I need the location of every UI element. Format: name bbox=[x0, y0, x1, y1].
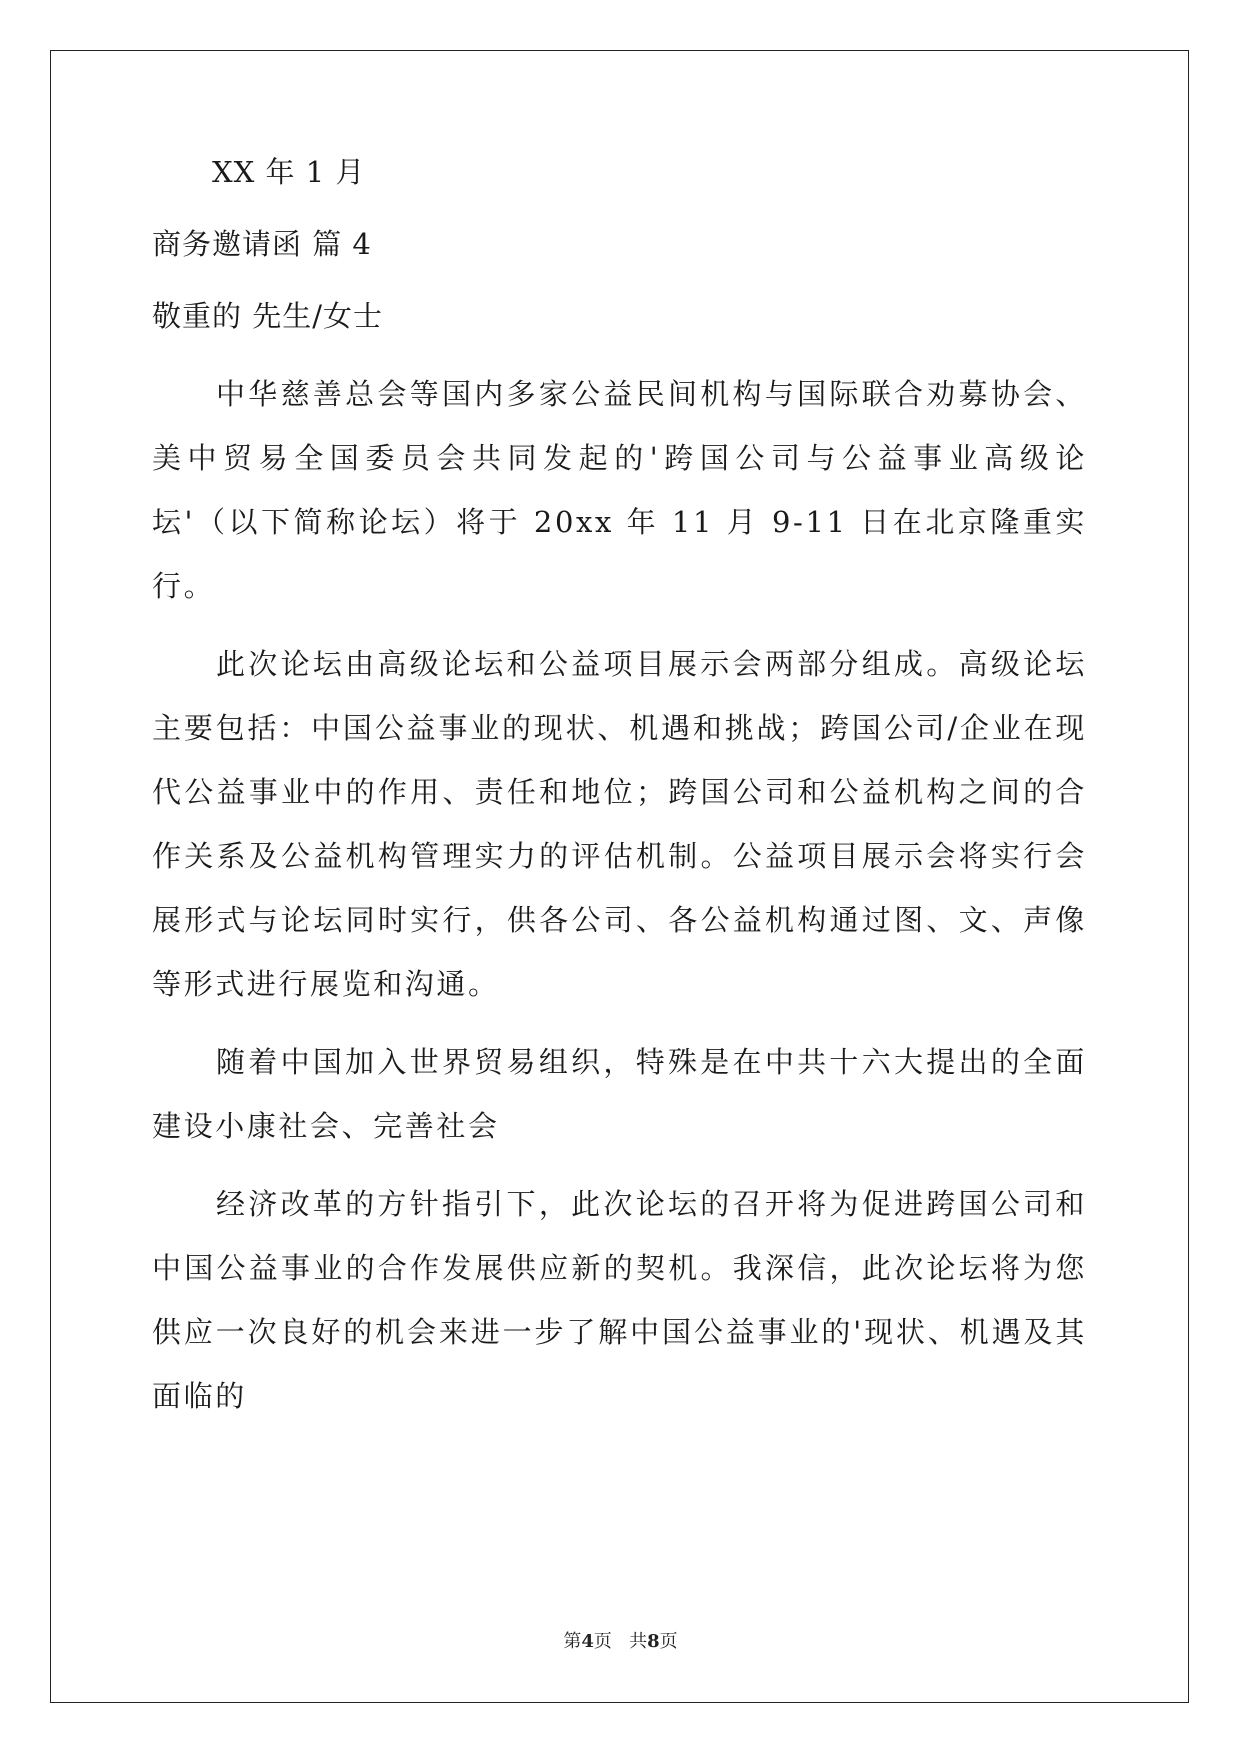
footer-total-pages: 8 bbox=[647, 1631, 660, 1652]
paragraph-1: 中华慈善总会等国内多家公益民间机构与国际联合劝募协会、美中贸易全国委员会共同发起的'跨国公司与公益事业高级论坛'（以下简称论坛）将于 20xx 年 11 月 9-11 日在北京隆重实行。 bbox=[152, 377, 1087, 603]
paragraph-2: 此次论坛由高级论坛和公益项目展示会两部分组成。高级论坛主要包括：中国公益事业的现状、机遇和挑战；跨国公司/企业在现代公益事业中的作用、责任和地位；跨国公司和公益机构之间的合作关系及公益机构管理实力的评估机制。公益项目展示会将实行会展形式与论坛同时实行，供各公司、各公益机构通过图、文、声像等形式进行展览和沟通。 bbox=[152, 647, 1087, 1001]
paragraph-4: 经济改革的方针指引下，此次论坛的召开将为促进跨国公司和中国公益事业的合作发展供应新的契机。我深信，此次论坛将为您供应一次良好的机会来进一步了解中国公益事业的'现状、机遇及其面临的 bbox=[152, 1187, 1087, 1413]
document-heading: 商务邀请函 篇 4 bbox=[152, 227, 372, 261]
footer-page-suffix: 页 bbox=[593, 1631, 612, 1652]
date-line: XX 年 1 月 bbox=[212, 155, 366, 189]
document-body bbox=[152, 155, 1087, 1428]
footer-total-suffix: 页 bbox=[659, 1631, 678, 1652]
page-footer bbox=[0, 1627, 1241, 1653]
footer-page-number: 4 bbox=[581, 1631, 594, 1652]
footer-page-prefix: 第 bbox=[563, 1631, 582, 1652]
footer-total-prefix: 共 bbox=[629, 1631, 648, 1652]
paragraph-3: 随着中国加入世界贸易组织，特殊是在中共十六大提出的全面建设小康社会、完善社会 bbox=[152, 1045, 1087, 1143]
salutation: 敬重的 先生/女士 bbox=[152, 299, 383, 333]
